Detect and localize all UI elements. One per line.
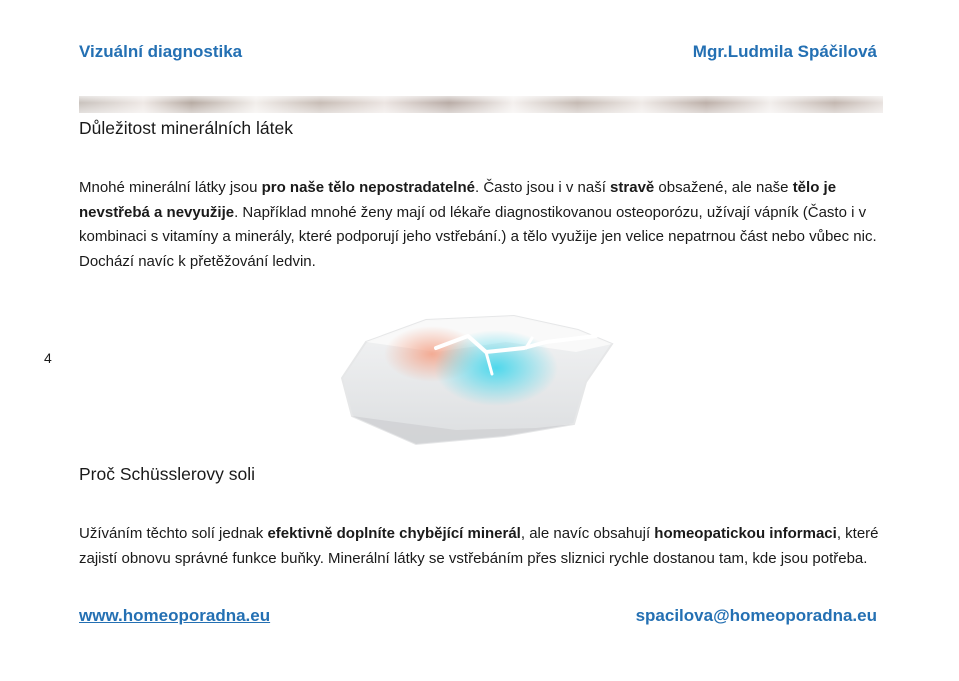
header-title: Vizuální diagnostika: [79, 42, 243, 61]
section-heading-schussler: Proč Schüsslerovy soli: [79, 464, 256, 484]
text-run: , které zajistí obnovu správné funkce buňky. Minerální látky se vstřebáním přes sliznici rychle dostanou tam, kde jsou potřeba.: [79, 525, 879, 567]
section-paragraph-schussler: [79, 522, 889, 571]
text-run: obsažené, ale naše: [654, 179, 793, 196]
email-address[interactable]: spacilova@homeoporadna.eu: [635, 606, 877, 625]
bold-text: tělo je nevstřebá a nevyužije: [79, 179, 837, 221]
section-paragraph-minerals: [79, 176, 889, 274]
text-run: Mnohé minerální látky jsou: [79, 179, 262, 196]
bold-text: efektivně doplníte chybějící minerál: [267, 525, 521, 542]
bold-text: stravě: [610, 179, 655, 196]
bold-text: homeopatickou informaci: [654, 525, 837, 542]
text-run: . Například mnohé ženy mají od lékaře diagnostikovanou osteoporózu, užívají vápník (Často i v kombinaci s vitamíny a minerály, které podporují jeho vstřebání.) a tělo využije jen velice nepatrnou část nebo vůbec nic. Dochází navíc k přetěžování ledvin.: [79, 203, 877, 270]
header-author: Mgr.Ludmila Spáčilová: [692, 42, 877, 61]
crystal-image: [336, 312, 618, 452]
page-number: 4: [44, 350, 52, 366]
website-link[interactable]: www.homeoporadna.eu: [79, 606, 271, 625]
text-run: Užíváním těchto solí jednak: [79, 525, 268, 542]
bold-text: pro naše tělo nepostradatelné: [261, 179, 475, 196]
text-run: . Často jsou i v naší: [474, 179, 611, 196]
text-run: , ale navíc obsahují: [520, 525, 655, 542]
banner-image: [79, 96, 883, 113]
section-heading-minerals: Důležitost minerálních látek: [79, 118, 293, 138]
